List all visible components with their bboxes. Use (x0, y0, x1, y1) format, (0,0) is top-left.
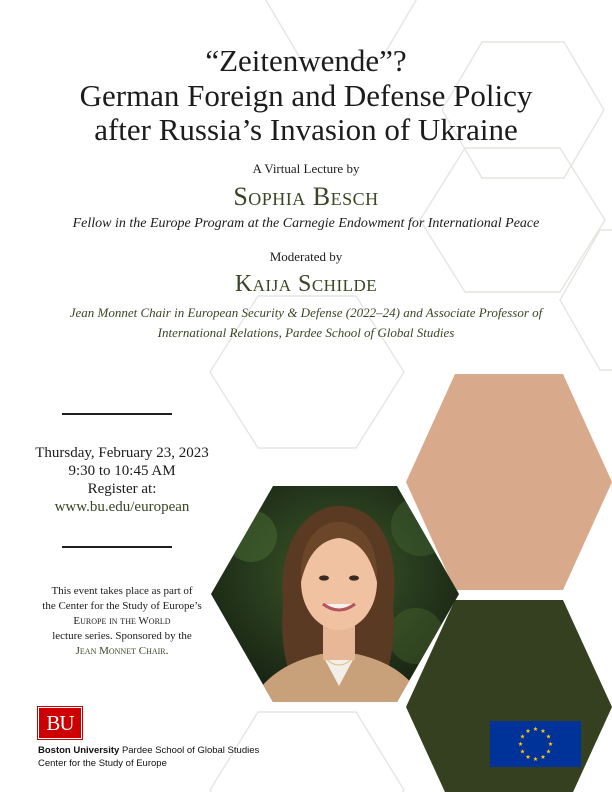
note-line-2: the Center for the Study of Europe’s (42, 600, 202, 612)
register-label: Register at: (87, 481, 157, 497)
note-period: . (165, 645, 169, 657)
divider-top (62, 413, 172, 415)
speaker-photo (211, 486, 459, 702)
moderator-name: Kaija Schilde (234, 271, 378, 297)
lecture-label: A Virtual Lecture by (252, 161, 360, 176)
event-title (20, 44, 592, 148)
title-line-3: after Russia’s Invasion of Ukraine (94, 112, 518, 147)
event-details (22, 444, 222, 516)
event-time: 9:30 to 10:45 AM (68, 463, 176, 479)
university-line (38, 745, 259, 756)
moderator-title-line-1: Jean Monnet Chair in European Security & Defense (2022–24) and Associate Professor of (69, 305, 543, 320)
note-line-3: Europe in the World (73, 615, 171, 627)
university-name: Boston University (38, 745, 120, 756)
jean-monnet-chair-text: Jean Monnet Chair (75, 645, 166, 657)
title-line-2: German Foreign and Defense Policy (79, 77, 533, 113)
title-line-1: “Zeitenwende”? (205, 43, 407, 78)
center-name: Center for the Study of Europe (38, 758, 167, 769)
event-date: Thursday, February 23, 2023 (35, 445, 209, 461)
speaker-name: Sophia Besch (233, 182, 379, 211)
divider-bottom (62, 546, 172, 548)
school-name: Pardee School of Global Studies (121, 745, 260, 756)
speaker-title: Fellow in the Europe Program at the Carnegie Endowment for International Peace (72, 216, 540, 231)
note-line-4: lecture series. Sponsored by the (52, 630, 192, 642)
moderator-title-line-2: International Relations, Pardee School of Global Studies (157, 325, 455, 340)
moderated-label: Moderated by (269, 249, 343, 264)
series-note (22, 584, 222, 659)
registration-link[interactable]: www.bu.edu/european (54, 499, 190, 515)
note-line-1: This event takes place as part of (51, 585, 193, 597)
eu-flag (490, 721, 581, 767)
bu-logo[interactable]: BU (38, 707, 82, 739)
note-line-5 (22, 644, 222, 659)
moderator-title (40, 303, 572, 343)
